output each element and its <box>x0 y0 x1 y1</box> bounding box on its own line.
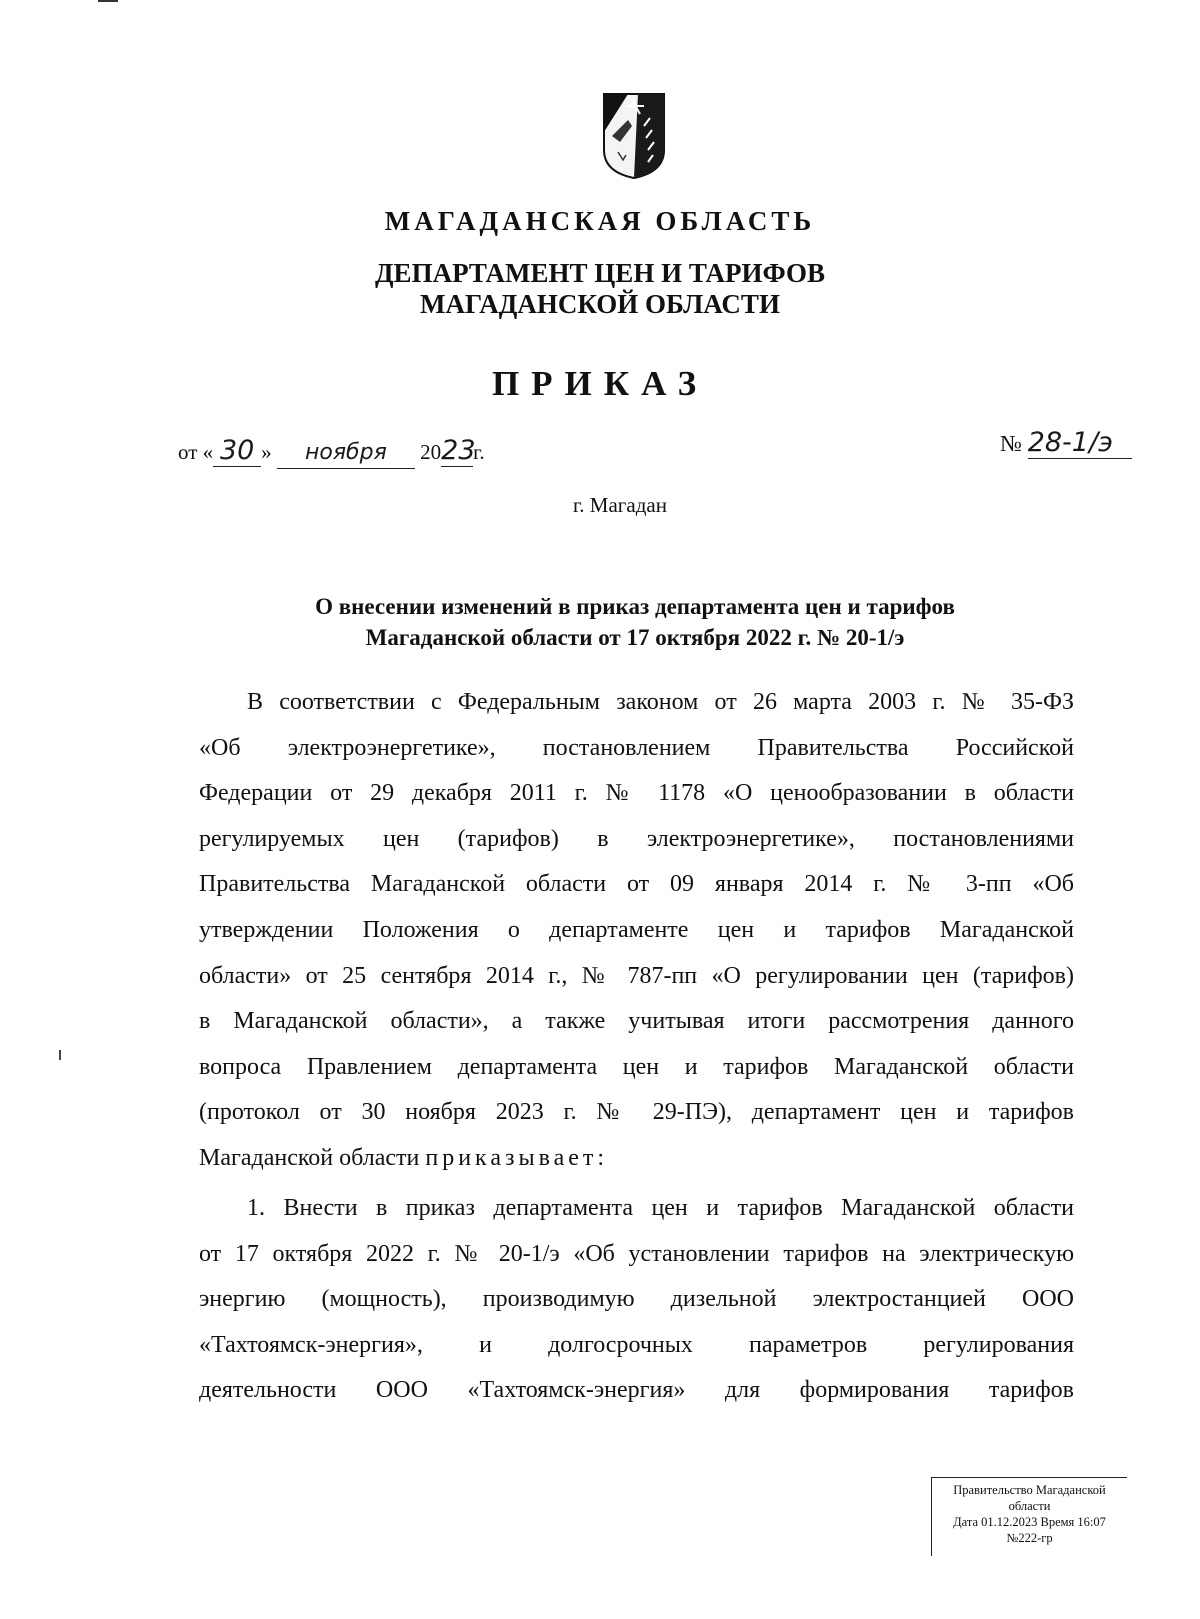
body-line: «Об электроэнергетике», постановлением Правительства Российской <box>199 734 1074 761</box>
city: г. Магадан <box>573 493 667 517</box>
item-line: «Тахтоямск-энергия», и долгосрочных параметров регулирования <box>199 1331 1074 1358</box>
subject-line1: О внесении изменений в приказ департамента цен и тарифов <box>315 594 955 619</box>
stamp-line: Правительство Магаданской <box>953 1483 1106 1497</box>
order-verb: приказывает: <box>425 1144 609 1171</box>
registration-stamp <box>931 1477 1127 1556</box>
item-line: энергию (мощность), производимую дизельной электростанцией ООО <box>199 1286 1074 1313</box>
stamp-line: области <box>1008 1499 1051 1513</box>
number-prefix: № <box>1000 431 1022 456</box>
body-line: утверждении Положения о департаменте цен и тарифов Магаданской <box>199 916 1074 943</box>
body-line: В соответствии с Федеральным законом от 26 марта 2003 г. № 35-ФЗ <box>247 689 1074 715</box>
body-line: Федерации от 29 декабря 2011 г. № 1178 «О ценообразовании в области <box>199 780 1074 807</box>
stamp-line: №222-гр <box>1006 1531 1053 1545</box>
preamble-paragraph <box>199 680 1074 1182</box>
item-line: деятельности ООО «Тахтоямск-энергия» для формирования тарифов <box>199 1377 1074 1404</box>
date-year-prefix: 20 <box>420 440 442 464</box>
coat-of-arms-emblem <box>602 92 666 180</box>
body-line: в Магаданской области», а также учитывая итоги рассмотрения данного <box>199 1008 1074 1035</box>
body-line: области» от 25 сентября 2014 г., № 787-пп «О регулировании цен (тарифов) <box>199 962 1074 989</box>
body-last-prefix: Магаданской области <box>199 1144 420 1171</box>
document-type: ПРИКАЗ <box>491 364 709 403</box>
item-line: от 17 октября 2022 г. № 20-1/э «Об установлении тарифов на электрическую <box>199 1240 1074 1267</box>
order-date <box>178 436 485 469</box>
subject-line2: Магаданской области от 17 октября 2022 г. № 20-1/э <box>365 625 905 650</box>
date-suffix: г. <box>473 440 485 464</box>
date-mid: » <box>261 440 272 464</box>
region-title: МАГАДАНСКАЯ ОБЛАСТЬ <box>384 206 816 236</box>
body-line: регулируемых цен (тарифов) в электроэнергетике», постановлениями <box>199 825 1074 852</box>
body-line: вопроса Правлением департамента цен и тарифов Магаданской области <box>199 1053 1074 1080</box>
scan-artifact <box>98 0 118 2</box>
date-prefix: от « <box>178 440 214 464</box>
body-line: Правительства Магаданской области от 09 января 2014 г. № 3-пп «Об <box>199 871 1074 898</box>
date-month: ноября <box>277 438 415 469</box>
body-line-last <box>199 1136 1074 1182</box>
number-value: 28-1/э <box>1028 428 1132 459</box>
item-line: 1. Внести в приказ департамента цен и тарифов Магаданской области <box>247 1195 1074 1221</box>
date-day: 30 <box>213 436 261 467</box>
scan-artifact <box>59 1050 61 1060</box>
department-title-line2: МАГАДАНСКОЙ ОБЛАСТИ <box>420 289 780 319</box>
order-number <box>1000 428 1132 459</box>
item-1-paragraph <box>199 1186 1074 1414</box>
date-year-suffix: 23 <box>441 435 476 466</box>
stamp-line: Дата 01.12.2023 Время 16:07 <box>953 1515 1106 1529</box>
body-line: (протокол от 30 ноября 2023 г. № 29-ПЭ), департамент цен и тарифов <box>199 1099 1074 1126</box>
department-title-line1: ДЕПАРТАМЕНТ ЦЕН И ТАРИФОВ <box>374 258 826 288</box>
